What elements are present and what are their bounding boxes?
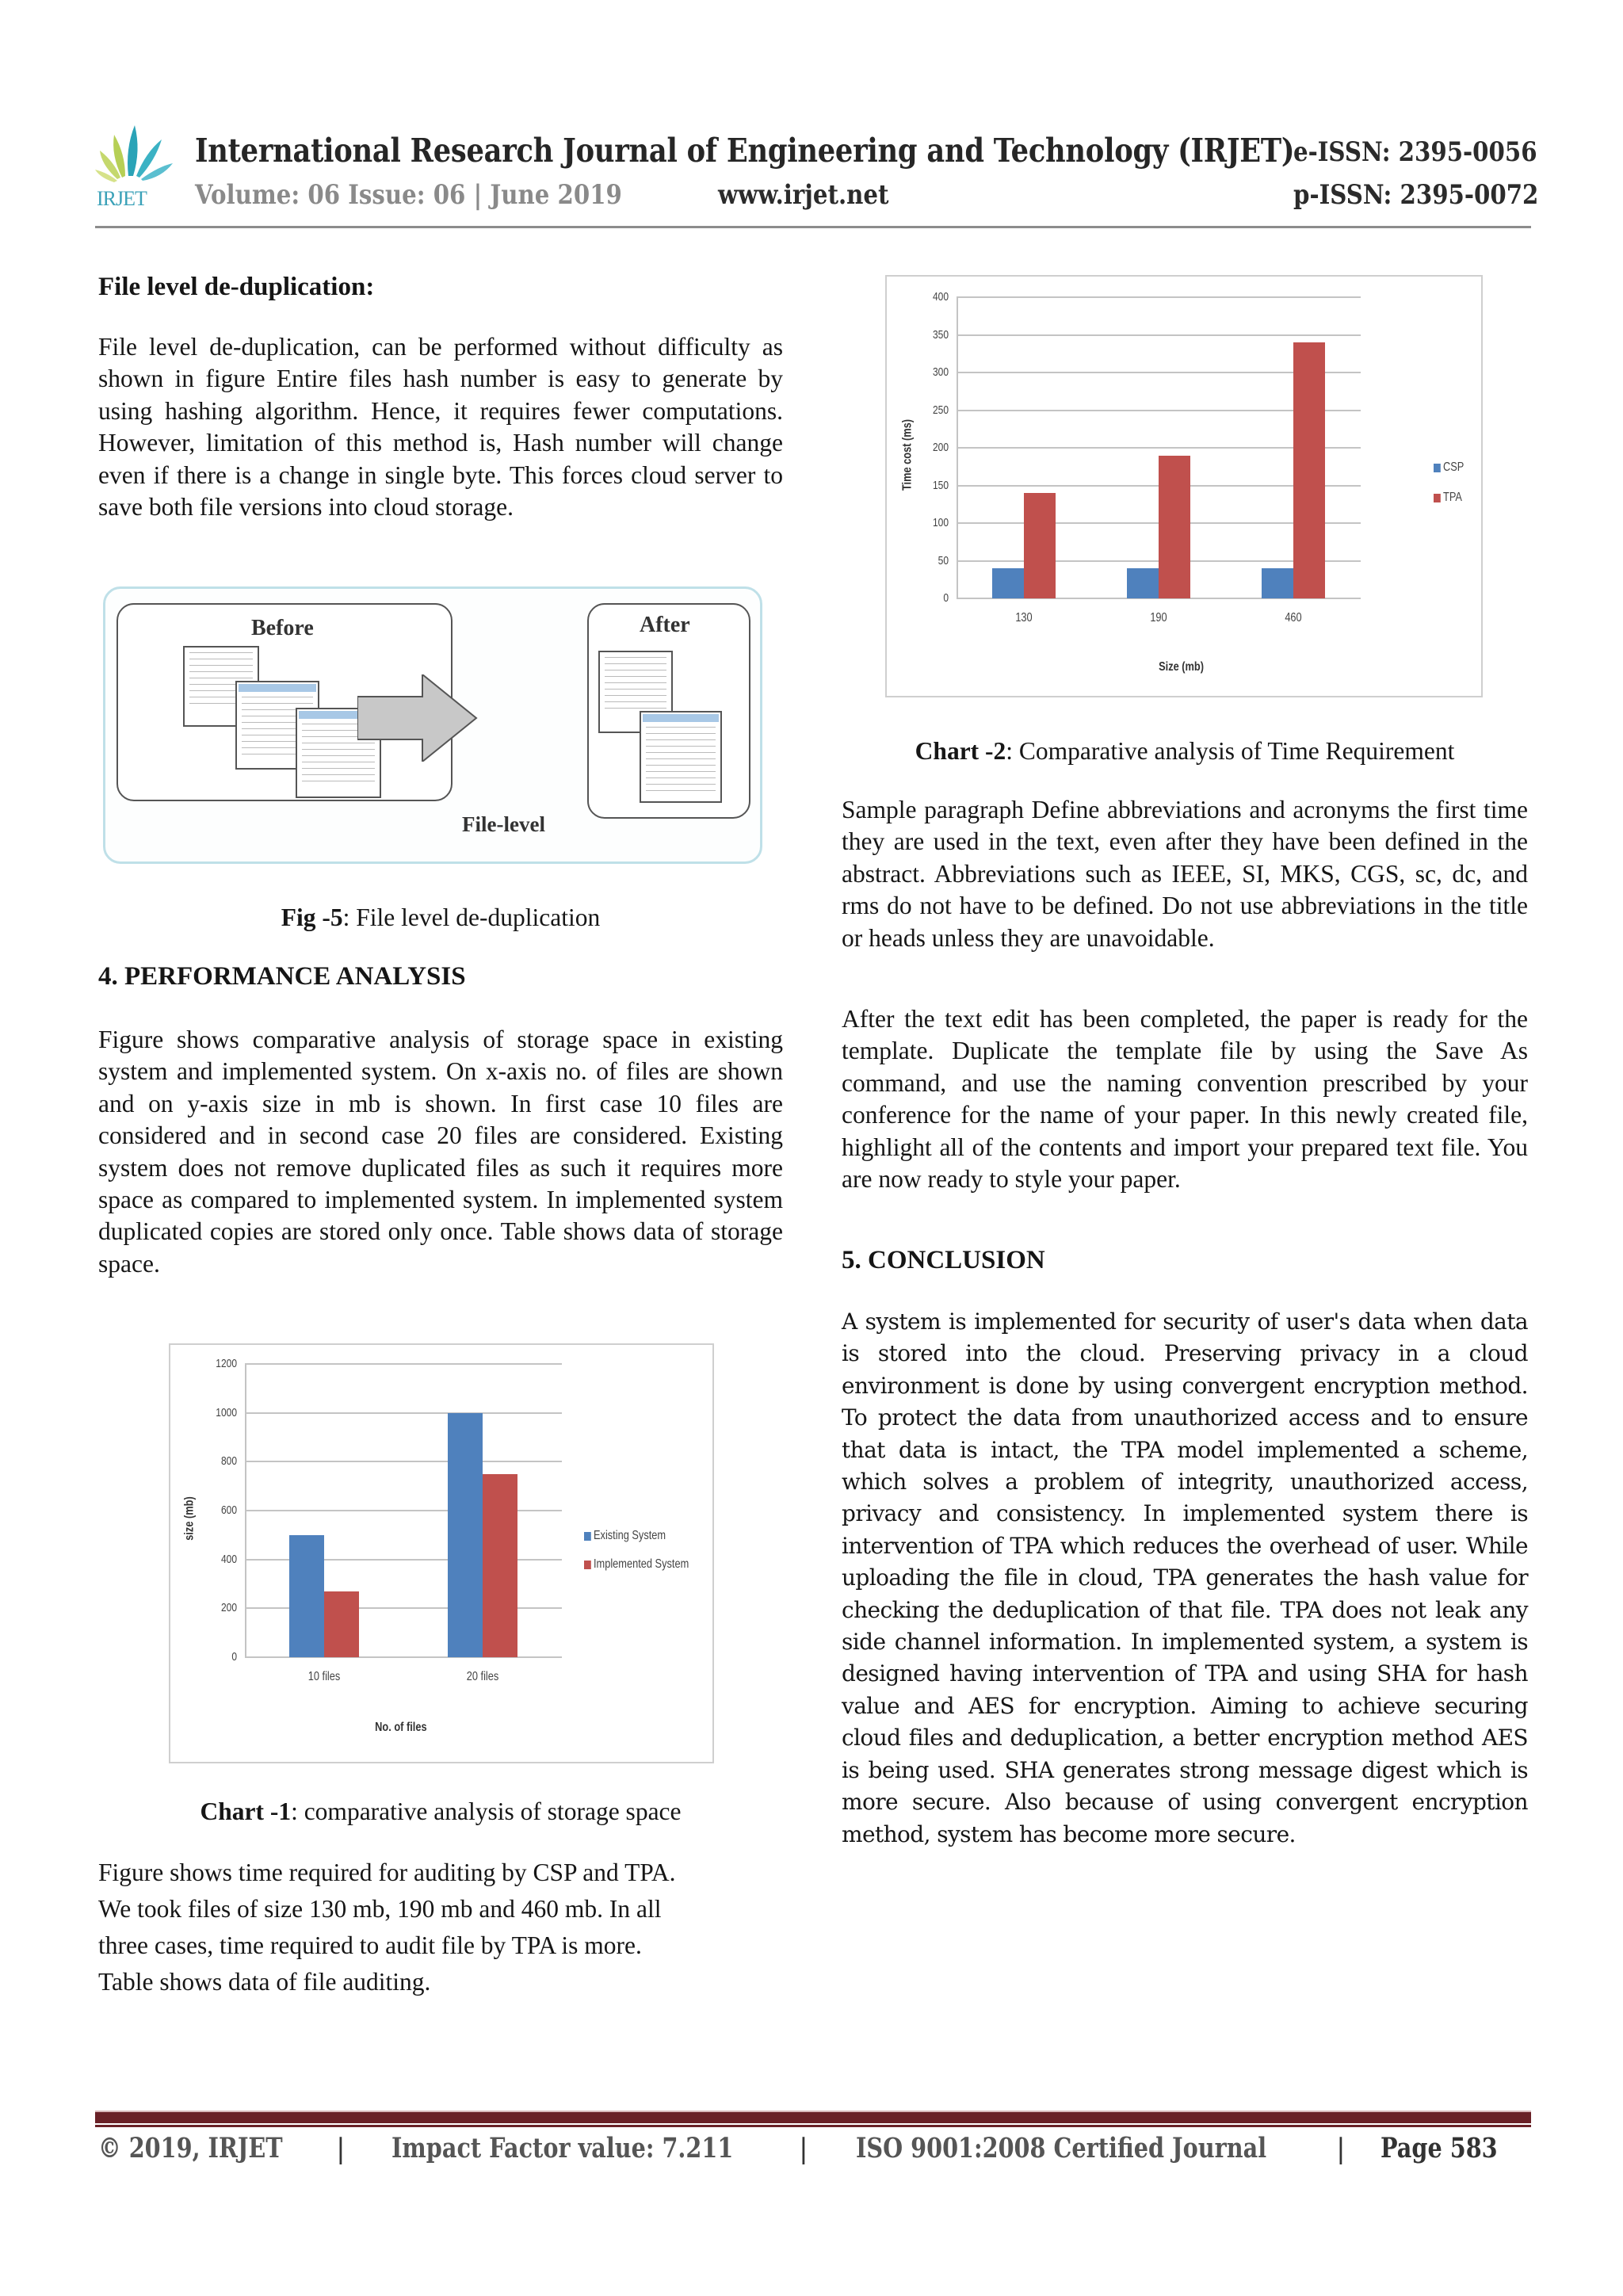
auditing-paragraph: Figure shows time required for auditing by CSP and TPA. We took files of size 130 mb, 190 mb and 460 mb. In all three cases, time required to audit file by TPA is more. Table shows data of file auditing. bbox=[98, 1859, 676, 1996]
bar-implemented-system bbox=[324, 1591, 359, 1657]
website-link[interactable]: www.irjet.net bbox=[718, 179, 889, 211]
gridline bbox=[245, 1461, 562, 1462]
figure5-caption-text: : File level de-duplication bbox=[342, 904, 601, 931]
file-level-paragraph: File level de-duplication, can be performed without difficulty as shown in figure Entire files hash number is easy to generate by using hashing algorithm. Hence, it requires fewer computations. However, limitation of this method is, Hash number will change even if there is a change in single byte. This forces cloud server to save both file versions into cloud storage. bbox=[98, 333, 783, 521]
legend-swatch-blue bbox=[1434, 464, 1441, 472]
performance-analysis-paragraph: Figure shows comparative analysis of storage space in existing system and implemented system. On x-axis no. of files are shown and on y-axis size in mb is shown. In first case 10 files are considered and in second case 20 files are considered. Existing system does not remove duplicated files as such it requires more space as compared to implemented system. In implemented system duplicated copies are stored only once. Table shows data of storage space. bbox=[98, 1026, 783, 1278]
sample-paragraph: Sample paragraph Define abbreviations and acronyms the first time they are used in the text, even after they have been defined in the abstract. Abbreviations such as IEEE, SI, MKS, CGS, sc, dc, and rms do not have to be defined. Do not use abbreviations in the title or heads unless they are unavoidable. bbox=[842, 796, 1528, 952]
bar-csp bbox=[992, 568, 1024, 598]
volume-issue: Volume: 06 Issue: 06 | June 2019 bbox=[195, 179, 622, 211]
conclusion-paragraph: A system is implemented for security of user's data when data is stored into the cloud. Preserving privacy in a cloud environment is done by using convergent encryption method. To protect the data from unauthorized access and to ensure that data is intact, the TPA model implemented a scheme, which solves a problem of integrity, unauthorized access, privacy and consistency. In implemented system there is intervention of TPA which reduces the overhead of user. While uploading the file in cloud, TPA generates the hash value for checking the deduplication of that file. TPA does not leak any side channel information. In implemented system, a system is designed having intervention of TPA and using SHA for hash value and AES for encryption. Aiming to achieve securing cloud files and deduplication, a better encryption method AES is being used. SHA generates strong message digest which is more secure. Also because of using convergent encryption method, system has become more secure. bbox=[842, 1308, 1528, 1847]
arrow-right-icon bbox=[357, 674, 484, 762]
logo-text: IRJET bbox=[97, 187, 147, 210]
footer-separator: | bbox=[1336, 2134, 1346, 2165]
gridline bbox=[245, 1412, 562, 1414]
y-tick-label: 800 bbox=[220, 1454, 237, 1469]
figure-file-level-dedup bbox=[103, 586, 762, 864]
y-tick-label: 1000 bbox=[216, 1405, 237, 1419]
e-issn: e-ISSN: 2395-0056 bbox=[1293, 136, 1537, 168]
x-tick-label: 460 bbox=[1285, 611, 1302, 625]
y-tick-label: 150 bbox=[932, 478, 949, 492]
x-tick-label: 10 files bbox=[307, 1670, 341, 1683]
y-tick-label: 200 bbox=[932, 441, 949, 454]
legend-swatch-red bbox=[584, 1561, 591, 1569]
template-paragraph: After the text edit has been completed, the paper is ready for the template. Duplicate the template file by using the Save As command, and use the naming convention prescribed by your conference for the name of your paper. In this newly created file, highlight all of the contents and import your prepared text file. You are now ready to style your paper. bbox=[842, 1005, 1528, 1194]
bar-existing-system bbox=[289, 1535, 324, 1657]
document-icon bbox=[640, 711, 722, 803]
y-tick-label: 0 bbox=[943, 591, 949, 605]
footer-copyright: © 2019, IRJET bbox=[98, 2132, 283, 2164]
footer-divider-thin bbox=[95, 2125, 1531, 2127]
bar-implemented-system bbox=[483, 1474, 517, 1657]
bar-tpa bbox=[1159, 456, 1190, 599]
footer-separator: | bbox=[336, 2134, 346, 2165]
y-tick-label: 1200 bbox=[216, 1357, 237, 1370]
gridline bbox=[957, 334, 1361, 336]
y-axis-line bbox=[245, 1364, 246, 1657]
bar-csp bbox=[1262, 568, 1293, 598]
figure5-caption bbox=[98, 904, 783, 932]
chart2-y-axis-title: Time cost (ms) bbox=[900, 418, 915, 491]
y-tick-label: 100 bbox=[932, 516, 949, 529]
chart1-legend-existing: Existing System bbox=[584, 1529, 666, 1543]
bar-existing-system bbox=[448, 1413, 483, 1657]
file-level-label: File-level bbox=[462, 812, 545, 836]
figure5-caption-prefix: Fig -5 bbox=[281, 904, 343, 931]
footer-divider bbox=[95, 2111, 1531, 2123]
chart1-plot-area bbox=[216, 1357, 562, 1683]
y-tick-label: 50 bbox=[938, 553, 949, 567]
chart1-legend-implemented: Implemented System bbox=[584, 1557, 689, 1572]
chart2-caption-prefix: Chart -2 bbox=[915, 737, 1006, 765]
chart1-y-axis-title: size (mb) bbox=[182, 1496, 197, 1541]
x-tick-label: 130 bbox=[1015, 611, 1033, 625]
chart2-time-requirement bbox=[885, 275, 1483, 697]
after-label: After bbox=[640, 613, 690, 637]
bar-tpa bbox=[1293, 342, 1325, 598]
footer-page-number: Page 583 bbox=[1381, 2132, 1498, 2164]
chart1-caption-text: : comparative analysis of storage space bbox=[291, 1797, 682, 1825]
after-box bbox=[587, 603, 750, 819]
irjet-logo bbox=[94, 117, 181, 212]
footer-separator: | bbox=[799, 2134, 808, 2165]
bar-tpa bbox=[1024, 493, 1056, 598]
x-tick-label: 190 bbox=[1150, 611, 1167, 625]
y-tick-label: 400 bbox=[932, 290, 949, 304]
y-tick-label: 0 bbox=[231, 1650, 237, 1664]
chart1-caption bbox=[98, 1797, 783, 1826]
y-tick-label: 300 bbox=[932, 365, 949, 379]
footer-impact-factor: Impact Factor value: 7.211 bbox=[391, 2132, 734, 2164]
chart2-caption-text: : Comparative analysis of Time Requirement bbox=[1006, 737, 1455, 765]
file-level-heading: File level de-duplication: bbox=[98, 273, 375, 301]
chart2-caption bbox=[842, 737, 1528, 766]
legend-swatch-blue bbox=[584, 1532, 591, 1541]
y-axis-line bbox=[957, 297, 958, 598]
legend-swatch-red bbox=[1434, 494, 1441, 502]
chart1-x-axis-title: No. of files bbox=[375, 1721, 427, 1734]
gridline bbox=[245, 1363, 562, 1365]
before-label: Before bbox=[251, 616, 314, 640]
journal-title: International Research Journal of Engineering and Technology (IRJET) bbox=[195, 132, 1295, 170]
performance-analysis-heading: 4. PERFORMANCE ANALYSIS bbox=[98, 962, 466, 991]
chart1-caption-prefix: Chart -1 bbox=[200, 1797, 292, 1825]
chart2-legend-csp: CSP bbox=[1434, 460, 1464, 475]
conclusion-heading: 5. CONCLUSION bbox=[842, 1246, 1045, 1274]
chart2-x-axis-title: Size (mb) bbox=[1159, 660, 1205, 674]
footer-iso: ISO 9001:2008 Certified Journal bbox=[856, 2132, 1267, 2164]
x-tick-label: 20 files bbox=[466, 1670, 499, 1683]
chart2-legend-tpa: TPA bbox=[1434, 491, 1462, 505]
y-tick-label: 600 bbox=[220, 1503, 237, 1517]
gridline bbox=[957, 296, 1361, 298]
chart2-plot-area bbox=[932, 290, 1361, 625]
y-tick-label: 400 bbox=[220, 1552, 237, 1566]
header-divider bbox=[95, 226, 1531, 228]
chart1-storage-space bbox=[169, 1343, 714, 1763]
y-tick-label: 200 bbox=[220, 1601, 237, 1615]
bar-csp bbox=[1127, 568, 1159, 598]
y-tick-label: 350 bbox=[932, 327, 949, 342]
y-tick-label: 250 bbox=[932, 403, 949, 417]
p-issn: p-ISSN: 2395-0072 bbox=[1293, 179, 1539, 211]
